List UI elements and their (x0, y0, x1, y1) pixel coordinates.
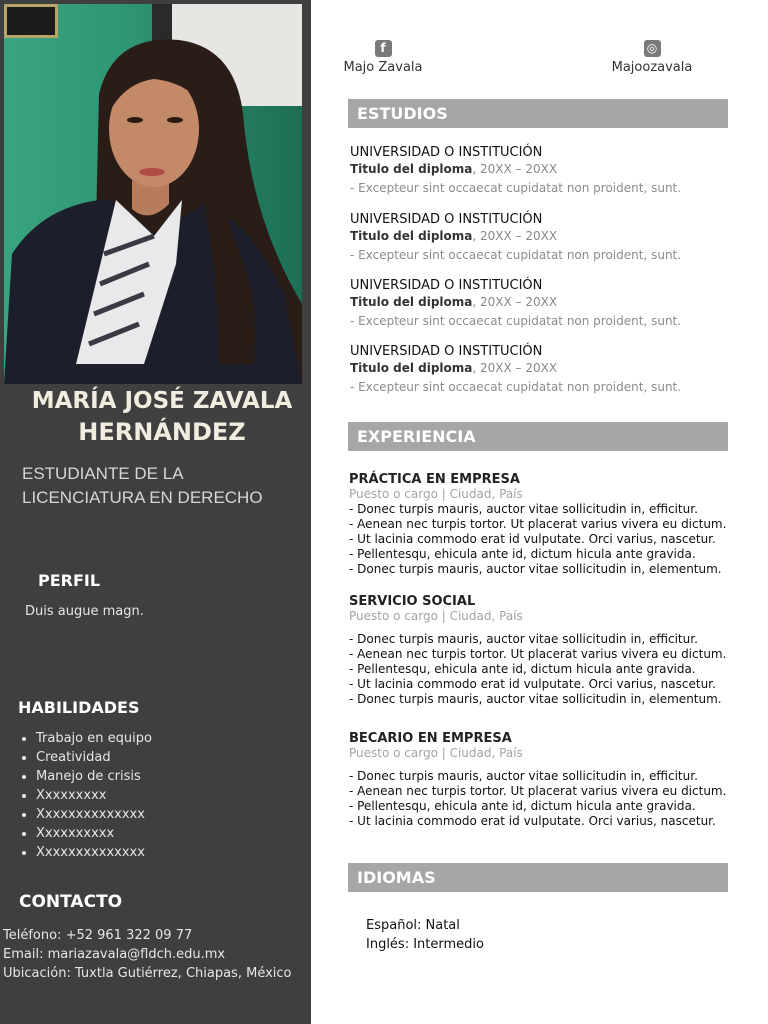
skills-heading: HABILIDADES (18, 698, 140, 717)
job-bullet: - Donec turpis mauris, auctor vitae sollicitudin in, efficitur. (349, 502, 749, 517)
study-entry (350, 278, 681, 329)
languages-heading: IDIOMAS (348, 863, 728, 892)
institution-name: UNIVERSIDAD O INSTITUCIÓN (350, 344, 543, 359)
degree-title: Titulo del diploma (350, 162, 473, 176)
instagram-link[interactable] (604, 40, 700, 75)
contact-phone: Teléfono: +52 961 322 09 77 (3, 928, 193, 943)
facebook-link[interactable] (339, 40, 427, 75)
instagram-label: Majoozavala (611, 60, 693, 75)
language-item: Español: Natal (366, 918, 460, 933)
job-bullet: - Pellentesqu, ehicula ante id, dictum hicula ante gravida. (349, 799, 749, 814)
institution-name: UNIVERSIDAD O INSTITUCIÓN (350, 212, 543, 227)
perfil-text: Duis augue magn. (25, 604, 144, 619)
degree-dates: , 20XX – 20XX (472, 361, 558, 375)
degree-line (350, 161, 681, 177)
job-entry (349, 594, 749, 707)
job-bullet: - Donec turpis mauris, auctor vitae sollicitudin in, efficitur. (349, 769, 749, 784)
job-bullets (349, 769, 749, 829)
study-description: - Excepteur sint occaecat cupidatat non proident, sunt. (350, 248, 682, 262)
facebook-label: Majo Zavala (343, 60, 423, 75)
contact-info (3, 926, 292, 983)
job-bullets (349, 502, 749, 577)
study-entry (350, 212, 681, 263)
job-position: Puesto o cargo | Ciudad, País (349, 746, 523, 760)
subtitle-line-1: ESTUDIANTE DE LA (22, 464, 184, 483)
job-bullet: - Aenean nec turpis tortor. Ut placerat varius vivera eu dictum. (349, 647, 749, 662)
subtitle-line-2: LICENCIATURA EN DERECHO (22, 488, 263, 507)
job-bullet: - Ut lacinia commodo erat id vulputate. Orci varius, nascetur. (349, 814, 749, 829)
skill-item: • Xxxxxxxxxxxxxx (36, 805, 152, 824)
skill-item: • Manejo de crisis (36, 767, 152, 786)
contact-email[interactable]: Email: mariazavala@fldch.edu.mx (3, 947, 226, 962)
job-subtitle (22, 462, 302, 510)
skill-item: • Xxxxxxxxxxxxxx (36, 843, 152, 862)
study-description: - Excepteur sint occaecat cupidatat non proident, sunt. (350, 380, 682, 394)
experience-heading: EXPERIENCIA (348, 422, 728, 451)
degree-title: Titulo del diploma (350, 361, 473, 375)
job-bullet: - Aenean nec turpis tortor. Ut placerat varius vivera eu dictum. (349, 784, 749, 799)
skill-item: • Xxxxxxxxxx (36, 824, 152, 843)
job-bullet: - Ut lacinia commodo erat id vulputate. Orci varius, nascetur. (349, 532, 749, 547)
skill-item: • Creatividad (36, 748, 152, 767)
job-bullet: - Aenean nec turpis tortor. Ut placerat varius vivera eu dictum. (349, 517, 749, 532)
contact-heading: CONTACTO (19, 892, 123, 912)
study-description: - Excepteur sint occaecat cupidatat non proident, sunt. (350, 314, 682, 328)
job-entry (349, 472, 749, 577)
name-line-2: HERNÁNDEZ (78, 418, 246, 446)
job-title: BECARIO EN EMPRESA (349, 731, 512, 746)
job-position: Puesto o cargo | Ciudad, País (349, 609, 523, 623)
degree-line (350, 360, 681, 376)
institution-name: UNIVERSIDAD O INSTITUCIÓN (350, 145, 543, 160)
degree-line (350, 228, 681, 244)
portrait-illustration (4, 4, 302, 384)
perfil-heading: PERFIL (38, 571, 101, 590)
institution-name: UNIVERSIDAD O INSTITUCIÓN (350, 278, 543, 293)
study-entry (350, 145, 681, 196)
studies-heading: ESTUDIOS (348, 99, 728, 128)
job-bullet: - Pellentesqu, ehicula ante id, dictum hicula ante gravida. (349, 547, 749, 562)
degree-title: Titulo del diploma (350, 295, 473, 309)
job-bullet: - Donec turpis mauris, auctor vitae sollicitudin in, elementum. (349, 562, 749, 577)
skills-list (16, 729, 152, 862)
job-bullets (349, 632, 749, 707)
job-entry (349, 731, 749, 829)
job-bullet: - Donec turpis mauris, auctor vitae sollicitudin in, efficitur. (349, 632, 749, 647)
languages-list (366, 916, 484, 954)
name-line-1: MARÍA JOSÉ ZAVALA (31, 388, 293, 414)
degree-line (350, 294, 681, 310)
skill-item: • Trabajo en equipo (36, 729, 152, 748)
study-entry (350, 344, 681, 395)
degree-dates: , 20XX – 20XX (472, 162, 558, 176)
skill-item: • Xxxxxxxxx (36, 786, 152, 805)
job-position: Puesto o cargo | Ciudad, País (349, 487, 523, 501)
job-bullet: - Pellentesqu, ehicula ante id, dictum hicula ante gravida. (349, 662, 749, 677)
facebook-icon: f (375, 40, 392, 57)
sidebar (0, 0, 311, 1024)
study-description: - Excepteur sint occaecat cupidatat non proident, sunt. (350, 181, 682, 195)
job-bullet: - Donec turpis mauris, auctor vitae sollicitudin in, elementum. (349, 692, 749, 707)
language-item: Inglés: Intermedio (366, 937, 484, 952)
full-name (14, 386, 310, 448)
contact-location: Ubicación: Tuxtla Gutiérrez, Chiapas, México (3, 966, 292, 981)
job-title: SERVICIO SOCIAL (349, 594, 476, 609)
job-bullet: - Ut lacinia commodo erat id vulputate. Orci varius, nascetur. (349, 677, 749, 692)
degree-dates: , 20XX – 20XX (472, 295, 558, 309)
job-title: PRÁCTICA EN EMPRESA (349, 472, 520, 487)
degree-dates: , 20XX – 20XX (472, 229, 558, 243)
degree-title: Titulo del diploma (350, 229, 473, 243)
profile-photo (4, 4, 302, 384)
instagram-icon: ◎ (644, 40, 661, 57)
